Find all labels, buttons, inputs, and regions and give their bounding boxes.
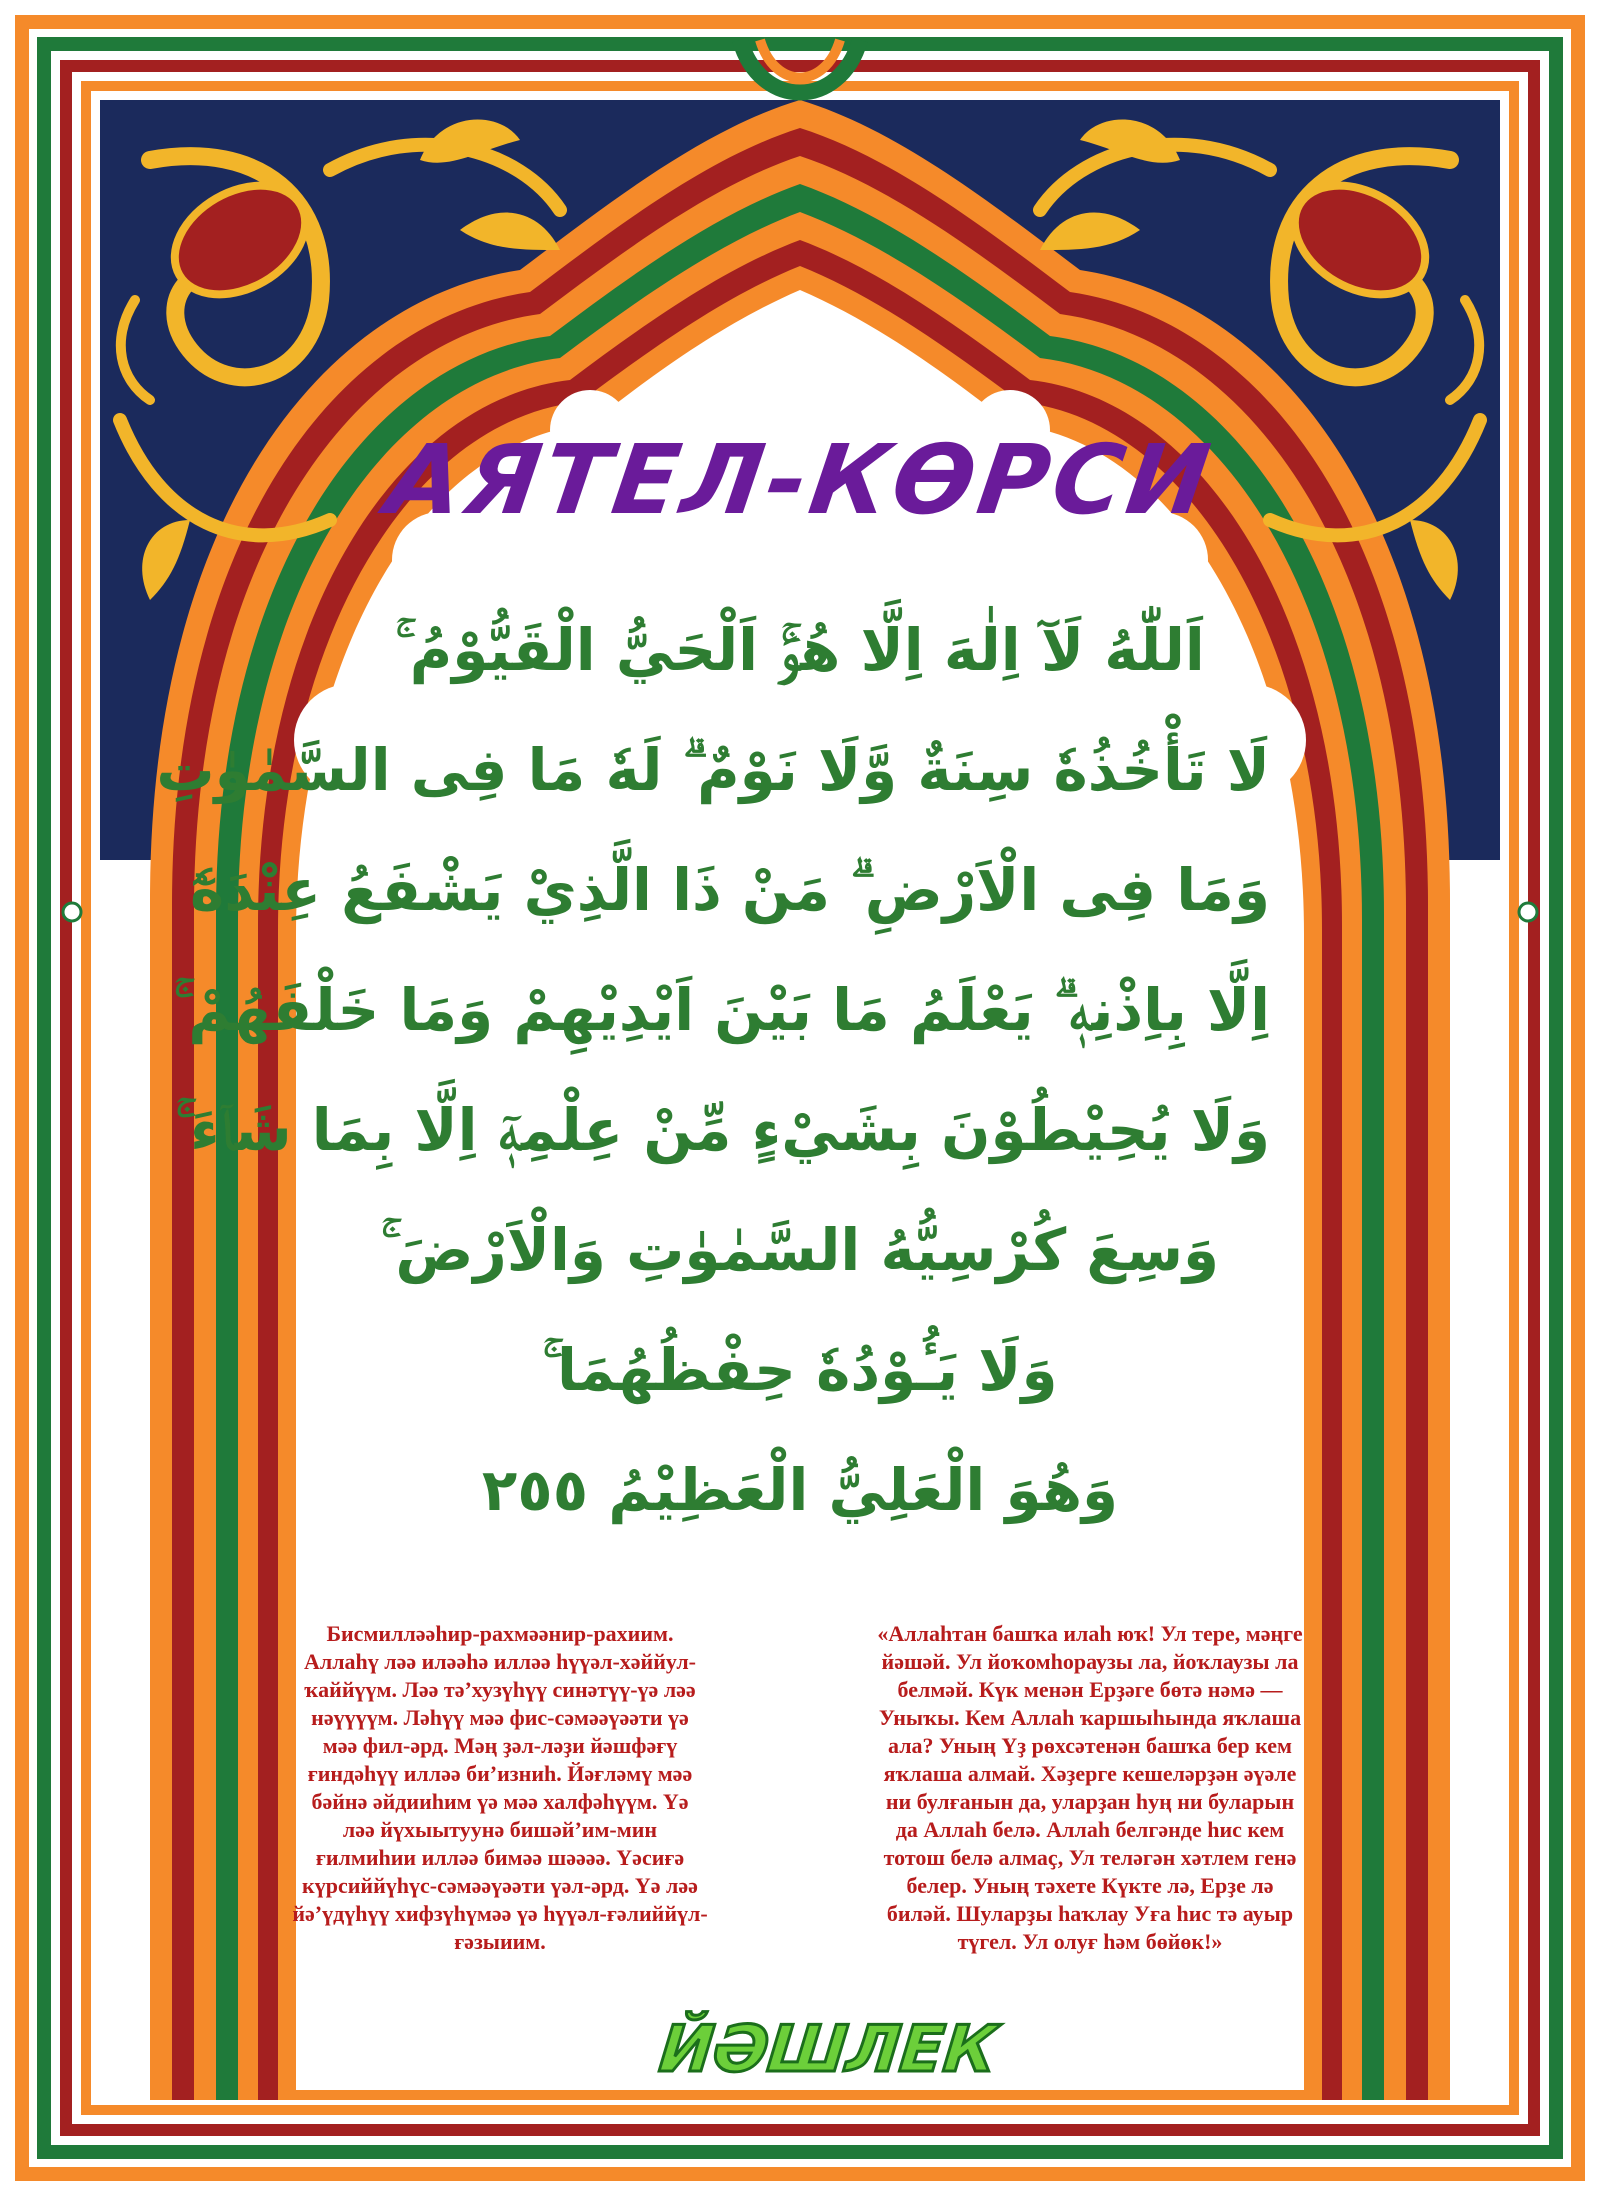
translation-line: Уныҡы. Кем Аллаһ ҡаршыһында яҡлаша (878, 1705, 1302, 1730)
translation-line: ни булғанын да, уларҙан һуң ни буларын (885, 1789, 1295, 1814)
translation-line: «Аллаһтан башҡа илаһ юҡ! Ул тере, мәңге (877, 1621, 1303, 1646)
arabic-line-6: وَسِعَ كُرْسِيُّهُ السَّمٰوٰتِ وَالْاَرْضَ ۚ (380, 1216, 1220, 1284)
arabic-line-1: اَللّٰهُ لَآ اِلٰهَ اِلَّا هُوَۚ اَلْحَيُّ الْقَيُّوْمُ ۚ (395, 616, 1205, 684)
translation-line: тотош белә алмаҫ, Ул теләгән хәтлем генә (883, 1845, 1297, 1870)
transliteration-line: нәүүүүм. Ләһүү мәә фис-сәмәәүәәти үә (311, 1705, 689, 1730)
transliteration-line: мәә фил-әрд. Мәң ҙәл-ләҙи йәшфәғү (322, 1733, 678, 1758)
arabic-line-3: وَمَا فِى الْاَرْضِ ۗ مَنْ ذَا الَّذِيْ يَشْفَعُ عِنْدَهٗٓ (190, 856, 1270, 924)
translation-line: белмәй. Күк менән Ерҙәге бөтә нәмә — (897, 1677, 1283, 1702)
translation-line: түгел. Ул олуғ һәм бөйөк!» (957, 1929, 1223, 1954)
transliteration-line: бәйнә әйдииһим үә мәә халфәһүүм. Үә (311, 1789, 689, 1814)
translation-line: йәшәй. Ул йоҡомһораузы ла, йоҡлаузы ла (881, 1649, 1299, 1674)
translation-line: белер. Уның тәхете Күкте лә, Ерҙе лә (906, 1873, 1274, 1898)
transliteration-line: ләә йүхыытуунә бишәй’им-мин (342, 1817, 658, 1842)
translation-line: биләй. Шуларҙы һаҡлау Уға һис тә ауыр (886, 1901, 1294, 1926)
transliteration-line: күрсиййүһүс-сәмәәүәәти үәл-әрд. Үә ләә (302, 1873, 698, 1898)
transliteration-line: Бисмилләәһир-рахмәәнир-рахиим. (326, 1621, 674, 1646)
arabic-line-8: وَهُوَ الْعَلِيُّ الْعَظِيْمُ ٢٥٥ (481, 1456, 1119, 1524)
arabic-line-2: لَا تَأْخُذُهٗ سِنَةٌ وَّلَا نَوْمٌ ۗ لَهٗ مَا فِى السَّمٰوٰتِ (156, 736, 1270, 804)
arabic-line-4: اِلَّا بِاِذْنِهٖ ۗ يَعْلَمُ مَا بَيْنَ اَيْدِيْهِمْ وَمَا خَلْفَهُمْ ۚ (173, 976, 1270, 1044)
page-title: АЯТЕЛ-КӨРСИ (380, 424, 1220, 536)
translation-line: да Аллаһ белә. Аллаһ белгәнде һис кем (895, 1817, 1285, 1842)
ornament-dot (63, 903, 81, 921)
arabic-line-5: وَلَا يُحِيْطُوْنَ بِشَيْءٍ مِّنْ عِلْمِهٖٓ اِلَّا بِمَا شَاۤءَ ۚ (175, 1096, 1270, 1164)
arabic-line-7: وَلَا يَـُٔوْدُهٗ حِفْظُهُمَا ۚ (542, 1336, 1058, 1404)
transliteration-line: Аллаһү ләә иләәһә илләә һүүәл-хәййул- (303, 1649, 697, 1674)
transliteration-line: ғилмиһии илләә бимәә шәәәә. Үәсиғә (315, 1845, 685, 1870)
translation-line: ала? Уның Үҙ рөхсәтенән башҡа бер кем (888, 1733, 1292, 1758)
publisher-logo: ЙӘШЛЕК (656, 2013, 1001, 2087)
transliteration-line: ҡаййүүм. Ләә тә’хузүһүү синәтүү-үә ләә (304, 1677, 696, 1702)
translation-line: яҡлаша алмай. Хәҙерге кешеләрҙән әүәле (883, 1761, 1297, 1786)
translation-block (815, 1620, 1365, 1980)
transliteration-line: ғәзыиим. (454, 1929, 546, 1954)
transliteration-line: ғиндәһүү илләә би’изниһ. Йәғләмү мәә (307, 1761, 693, 1786)
transliteration-block (225, 1620, 775, 1980)
transliteration-line: йә’үдүһүү хифзүһүмәә үә һүүәл-ғәлиййүл- (292, 1901, 708, 1926)
ornament-dot (1519, 903, 1537, 921)
